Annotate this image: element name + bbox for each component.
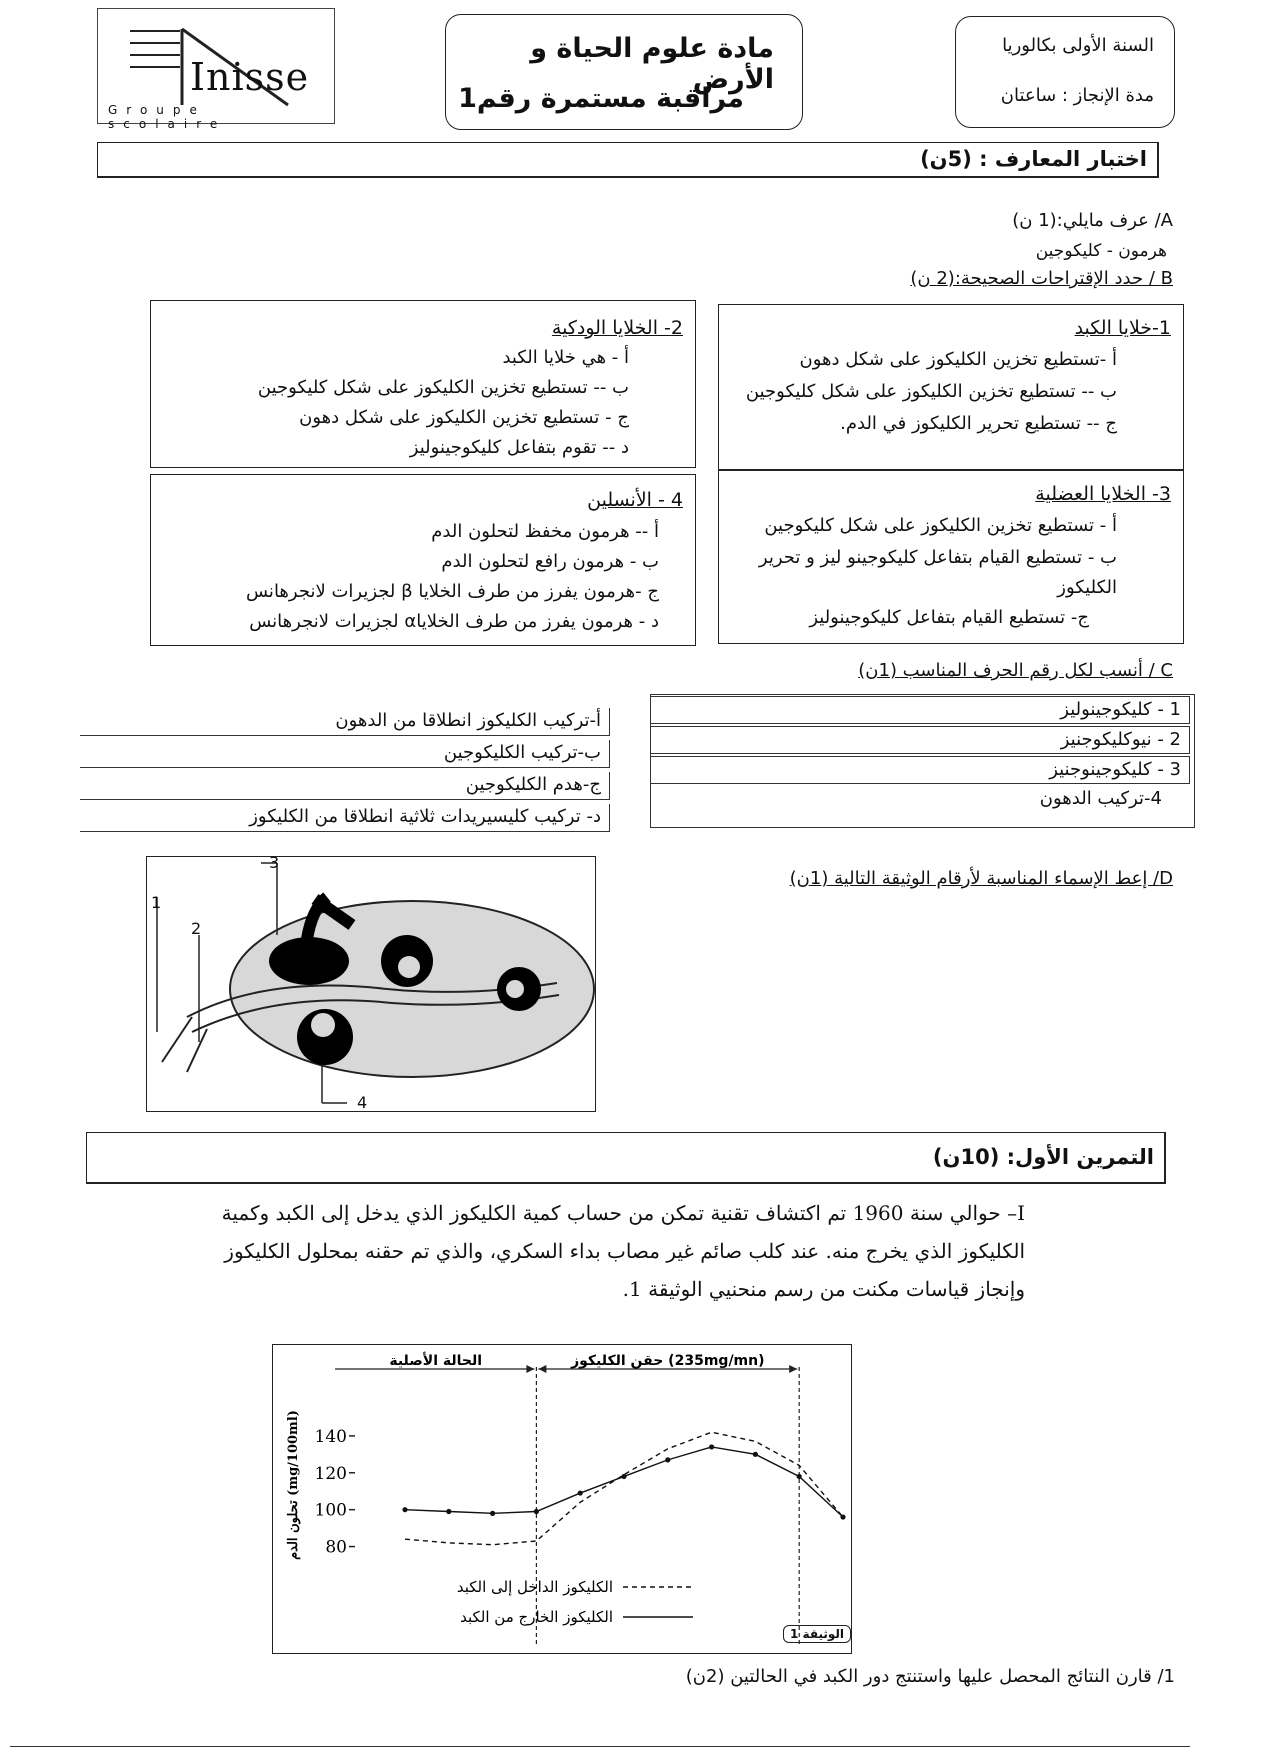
partC-label: C / أنسب لكل رقم الحرف المناسب (1ن) — [858, 660, 1173, 681]
exercise1-title: التمرين الأول: (10ن) — [932, 1145, 1154, 1169]
subject-title: مادة علوم الحياة و الأرض — [530, 33, 774, 95]
partA-terms: هرمون - كليكوجين — [1035, 241, 1167, 261]
partA-label: A/ عرف مايلي:(1 ن) — [1012, 210, 1173, 231]
figure-number: 4 — [357, 1093, 368, 1112]
prop-box-4-item: ج -هرمون يفرز من طرف الخلايا β لجزيرات لانجرهانس — [245, 581, 659, 602]
level-text: السنة الأولى بكالوريا — [1002, 35, 1154, 56]
prop-box-1-title: 1-خلايا الكبد — [1074, 317, 1171, 339]
exercise1-line: I– حوالي سنة 1960 تم اكتشاف تقنية تمكن من حساب كمية الكليكوز الذي يدخل إلى الكبد وكمية — [221, 1201, 1025, 1225]
footer-line — [10, 1746, 1190, 1747]
data-point — [753, 1452, 758, 1457]
figure-number: 3 — [269, 853, 280, 872]
prop-box-2-item: د -- تقوم بتفاعل كليكوجينوليز — [409, 437, 629, 458]
section-title: اختبار المعارف : (5ن) — [920, 147, 1147, 171]
liver-lobule-drawing — [147, 857, 595, 1111]
prop-box-2-item: أ - هي خلايا الكبد — [502, 347, 629, 368]
data-point — [446, 1509, 451, 1514]
data-point — [621, 1474, 626, 1479]
phase-arrow-head — [789, 1365, 797, 1373]
title-box — [445, 14, 803, 130]
number-row: 1 - كليكوجينوليز — [650, 696, 1190, 724]
prop-box-4-title: 4 - الأنسلين — [587, 489, 683, 511]
prop-box-4-item: أ -- هرمون مخفظ لتحلون الدم — [431, 521, 659, 542]
logo-box — [97, 8, 335, 131]
number-row: 2 - نيوكليكوجنيز — [650, 726, 1190, 754]
data-point — [402, 1507, 407, 1512]
question-1: 1/ قارن النتائج المحصل عليها واستنتج دور الكبد في الحالتين (2ن) — [685, 1666, 1175, 1687]
prop-box-2-item: ج - تستطيع تخزين الكليكوز على شكل دهون — [299, 407, 629, 428]
data-point — [490, 1511, 495, 1516]
letter-row: ب-تركيب الكليكوجين — [80, 740, 610, 768]
logo-subtitle: Groupe scolaire — [108, 103, 227, 131]
exercise1-title-box — [86, 1132, 1166, 1184]
legend-label: الكليكوز الخارج من الكبد — [460, 1608, 613, 1626]
prop-box-2-title: 2- الخلايا الودكية — [551, 317, 683, 339]
letter-row: ج-هدم الكليكوجين — [80, 772, 610, 800]
liver-lobule-figure — [146, 853, 596, 1112]
legend-label: الكليكوز الداخل إلى الكبد — [456, 1578, 613, 1596]
prop-box-3-item: ب - تستطيع القيام بتفاعل كليكوجينو ليز و تحرير — [758, 547, 1117, 568]
prop-box-1-item: ب -- تستطيع تخزين الكليكوز على شكل كليكوجين — [745, 381, 1117, 402]
figure-number: 1 — [151, 893, 162, 912]
exercise1-line: الكليكوز الذي يخرج منه. عند كلب صائم غير مصاب بداء السكري، والذي تم حقنه بمحلول الكليكوز — [224, 1239, 1025, 1263]
section-title-box — [97, 142, 1159, 178]
prop-box-3-title: 3- الخلايا العضلية — [1035, 483, 1171, 505]
number-row: 4-تركيب الدهون — [1039, 788, 1162, 809]
partB-label: B / حدد الإقتراحات الصحيحة:(2 ن) — [910, 268, 1173, 289]
number-row: 3 - كليكوجينوجنيز — [650, 756, 1190, 784]
prop-box-1-item: ج -- تستطيع تحرير الكليكوز في الدم. — [840, 413, 1117, 434]
prop-box-2-item: ب -- تستطيع تخزين الكليكوز على شكل كليكوجين — [257, 377, 629, 398]
y-tick-label: 80 — [325, 1537, 347, 1558]
duration-text: مدة الإنجاز : ساعتان — [1000, 85, 1154, 106]
data-point — [709, 1444, 714, 1449]
phase-arrow-head — [538, 1365, 546, 1373]
partD-label: D/ إعط الإسماء المناسبة لأرقام الوثيقة التالية (1ن) — [789, 868, 1173, 889]
series-line-glucose-in — [405, 1432, 843, 1545]
prop-box-2 — [150, 300, 696, 468]
y-tick-label: 100 — [314, 1500, 347, 1521]
prop-box-4-item: د - هرمون يفرز من طرف الخلاياα لجزيرات لانجرهانس — [249, 611, 659, 632]
logo-name: Inisse — [190, 55, 310, 99]
phase-label: حقن الكليكوز (235mg/mn) — [571, 1353, 765, 1369]
exam-title: مراقبة مستمرة رقم1 — [458, 83, 744, 114]
prop-box-4-item: ب - هرمون رافع لتحلون الدم — [441, 551, 659, 572]
figure-number: 2 — [191, 919, 202, 938]
data-point — [578, 1490, 583, 1495]
prop-box-1 — [718, 304, 1184, 470]
exercise1-line: وإنجاز قياسات مكنت من رسم منحنيي الوثيقة 1. — [622, 1277, 1025, 1301]
prop-box-3 — [718, 470, 1184, 644]
prop-box-3-item: ج- تستطيع القيام بتفاعل كليكوجينوليز — [809, 607, 1089, 628]
prop-box-3-item: الكليكوز — [1057, 577, 1117, 598]
data-point — [534, 1509, 539, 1514]
y-tick-label: 140 — [314, 1426, 347, 1447]
info-box — [955, 16, 1175, 128]
phase-arrow-head — [526, 1365, 534, 1373]
data-point — [840, 1514, 845, 1519]
document1-chart-frame — [272, 1344, 852, 1654]
data-point — [797, 1474, 802, 1479]
letter-row: د- تركيب كليسيريدات ثلاثية انطلاقا من الكليكوز — [80, 804, 610, 832]
document1-chart — [273, 1345, 851, 1653]
data-point — [665, 1457, 670, 1462]
y-axis-label: تحلون الدم (mg/100ml) — [286, 1410, 301, 1560]
prop-box-4 — [150, 474, 696, 646]
phase-label: الحالة الأصلية — [389, 1353, 483, 1369]
prop-box-3-item: أ - تستطيع تخزين الكليكوز على شكل كليكوجين — [764, 515, 1117, 536]
prop-box-1-item: أ -تستطيع تخزين الكليكوز على شكل دهون — [799, 349, 1117, 370]
series-line-glucose-out — [405, 1447, 843, 1517]
chart-caption: الوثيقة 1 — [783, 1625, 851, 1643]
y-tick-label: 120 — [314, 1463, 347, 1484]
letter-row: أ-تركيب الكليكوز انطلاقا من الدهون — [80, 708, 610, 736]
